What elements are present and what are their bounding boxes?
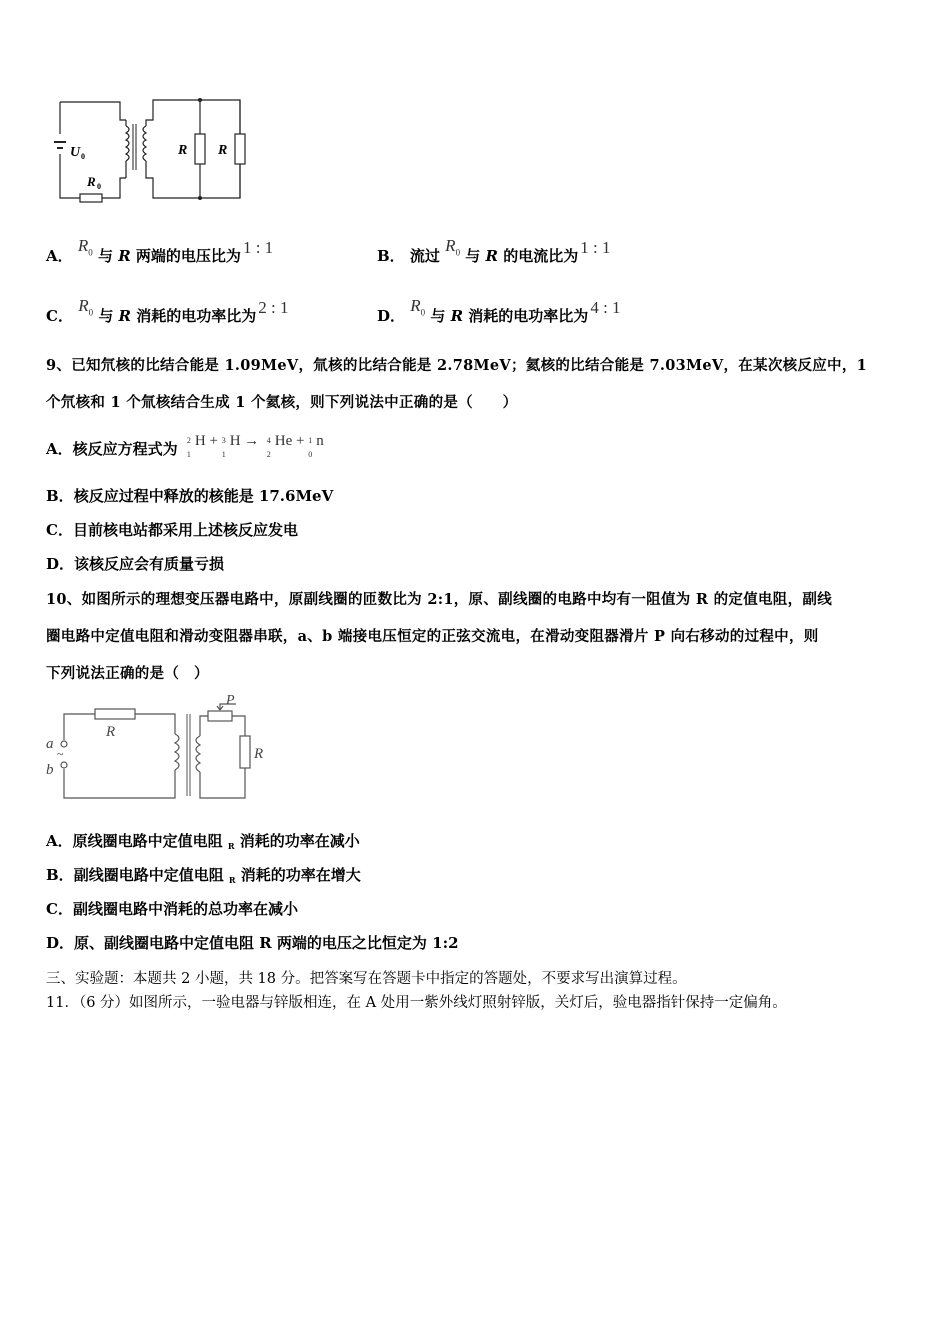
option-text: 与 bbox=[98, 307, 119, 325]
q9-stem-line-1: 9、已知氘核的比结合能是 1.09MeV，氚核的比结合能是 2.78MeV；氦核的比结合能是 7.03MeV，在某次核反应中，1 bbox=[46, 357, 868, 374]
label-r1: R bbox=[106, 724, 116, 740]
q8-u-label: U bbox=[70, 145, 81, 160]
option-text: 原、副线圈电路中定值电阻 R 两端的电压之比恒定为 1:2 bbox=[74, 934, 459, 952]
q10-secondary-coil bbox=[196, 736, 200, 772]
q8-secondary-coil bbox=[143, 126, 146, 161]
option-letter: C． bbox=[46, 521, 73, 539]
q8-option-c[interactable] bbox=[46, 296, 289, 327]
q9-option-c[interactable] bbox=[46, 519, 298, 540]
label-a: a bbox=[46, 736, 54, 752]
r-symbol: R bbox=[118, 247, 131, 265]
q10-option-d[interactable] bbox=[46, 932, 459, 953]
option-text: 消耗的电功率比为 bbox=[131, 307, 257, 325]
option-text: 原线圈电路中定值电阻 bbox=[72, 832, 228, 850]
q9-option-a[interactable] bbox=[46, 433, 324, 459]
q8-primary-coil bbox=[126, 126, 129, 161]
option-text: 副线圈电路中定值电阻 bbox=[73, 866, 229, 884]
option-text: 与 bbox=[465, 247, 486, 265]
option-text: 与 bbox=[98, 247, 119, 265]
ratio-value: 1 : 1 bbox=[242, 238, 274, 257]
option-letter: B． bbox=[46, 487, 74, 505]
q10-rheostat bbox=[208, 711, 232, 721]
q8-option-a[interactable] bbox=[46, 236, 274, 267]
option-text: 副线圈电路中消耗的总功率在减小 bbox=[72, 900, 298, 918]
ac-symbol: ~ bbox=[57, 747, 64, 761]
option-text: 该核反应会有质量亏损 bbox=[74, 555, 225, 573]
q10-circuit-figure bbox=[40, 692, 280, 804]
r-symbol: R bbox=[450, 307, 464, 325]
r-symbol: R bbox=[485, 247, 498, 265]
q8-r0-sub: 0 bbox=[97, 182, 101, 191]
terminal-b bbox=[61, 762, 67, 768]
r-symbol: R bbox=[228, 875, 236, 885]
q10-resistor-r-primary bbox=[95, 709, 135, 719]
q10-stem-line-1: 10、如图所示的理想变压器电路中，原副线圈的匝数比为 2:1，原、副线圈的电路中均有一阻值为 R 的定值电阻，副线 bbox=[46, 591, 832, 608]
option-letter: D． bbox=[46, 934, 75, 952]
q10-option-b[interactable] bbox=[46, 864, 361, 885]
q8-r0-label: R bbox=[87, 174, 96, 189]
q10-option-a[interactable] bbox=[46, 830, 360, 851]
q10-stem-line-2: 圈电路中定值电阻和滑动变阻器串联，a、b 端接电压恒定的正弦交流电，在滑动变阻器滑片 P 向右移动的过程中，则 bbox=[46, 628, 819, 645]
q8-r0-resistor bbox=[80, 194, 102, 202]
option-text: 目前核电站都采用上述核反应发电 bbox=[72, 521, 298, 539]
r-symbol: R bbox=[227, 841, 235, 851]
r0-symbol: $R_0$ bbox=[410, 296, 426, 318]
q8-u-sub: 0 bbox=[81, 152, 85, 161]
option-text: 消耗的功率在增大 bbox=[235, 866, 361, 884]
option-letter: A． bbox=[46, 832, 73, 850]
q10-resistor-r-secondary bbox=[240, 736, 250, 768]
option-letter: B． bbox=[46, 866, 74, 884]
ratio-value: 4 : 1 bbox=[590, 298, 621, 317]
q10-primary-coil bbox=[175, 734, 179, 770]
nuclear-equation: 2 1 H + 3 1 H → 4 2 He + 1 0 n bbox=[186, 433, 324, 459]
option-text: 消耗的功率在减小 bbox=[234, 832, 360, 850]
q8-wire bbox=[60, 154, 80, 198]
r0-symbol: $R_0$ bbox=[445, 236, 461, 258]
option-letter: D． bbox=[377, 307, 406, 325]
q9-stem-line-2: 个氘核和 1 个氚核结合生成 1 个氦核，则下列说法中正确的是（ ） bbox=[46, 394, 518, 411]
q8-resistor-r1 bbox=[195, 134, 205, 164]
q10-stem-line-3: 下列说法正确的是（ ） bbox=[46, 665, 209, 682]
option-letter: C． bbox=[46, 900, 73, 918]
q8-option-d[interactable] bbox=[377, 296, 621, 327]
q8-circuit-figure bbox=[50, 92, 250, 207]
option-letter: D． bbox=[46, 555, 75, 573]
option-letter: A． bbox=[46, 440, 73, 458]
q8-r-label-1: R bbox=[178, 143, 188, 158]
label-r2: R bbox=[254, 746, 264, 762]
r0-symbol: $R_0$ bbox=[78, 296, 94, 318]
option-text: 消耗的电功率比为 bbox=[463, 307, 589, 325]
option-text: 流过 bbox=[409, 247, 440, 265]
ratio-value: 2 : 1 bbox=[258, 298, 289, 317]
q8-r-label-2: R bbox=[218, 143, 228, 158]
option-letter: B． bbox=[377, 247, 405, 265]
option-letter: A． bbox=[46, 247, 73, 265]
q10-option-c[interactable] bbox=[46, 898, 298, 919]
q11-stem: 11．（6 分）如图所示，一验电器与锌版相连，在 A 处用一紫外线灯照射锌版，关灯后，验电器指针保持一定偏角。 bbox=[46, 995, 787, 1011]
option-text: 核反应过程中释放的核能是 17.6MeV bbox=[73, 487, 334, 505]
q9-option-b[interactable] bbox=[46, 485, 333, 506]
q8-option-b[interactable] bbox=[377, 236, 611, 267]
option-text: 两端的电压比为 bbox=[130, 247, 241, 265]
option-text: 与 bbox=[430, 307, 451, 325]
label-b: b bbox=[46, 762, 54, 778]
ratio-value: 1 : 1 bbox=[580, 238, 611, 257]
label-p: P bbox=[226, 693, 235, 708]
r0-symbol: $R_0$ bbox=[77, 236, 93, 258]
section-3-heading: 三、实验题：本题共 2 小题，共 18 分。把答案写在答题卡中指定的答题处，不要求写出演算过程。 bbox=[46, 971, 687, 987]
q8-resistor-r2 bbox=[235, 134, 245, 164]
r-symbol: R bbox=[118, 307, 132, 325]
option-letter: C． bbox=[46, 307, 73, 325]
option-text: 的电流比为 bbox=[498, 247, 579, 265]
q9-option-d[interactable] bbox=[46, 553, 224, 574]
option-text: 核反应方程式为 bbox=[72, 440, 178, 458]
